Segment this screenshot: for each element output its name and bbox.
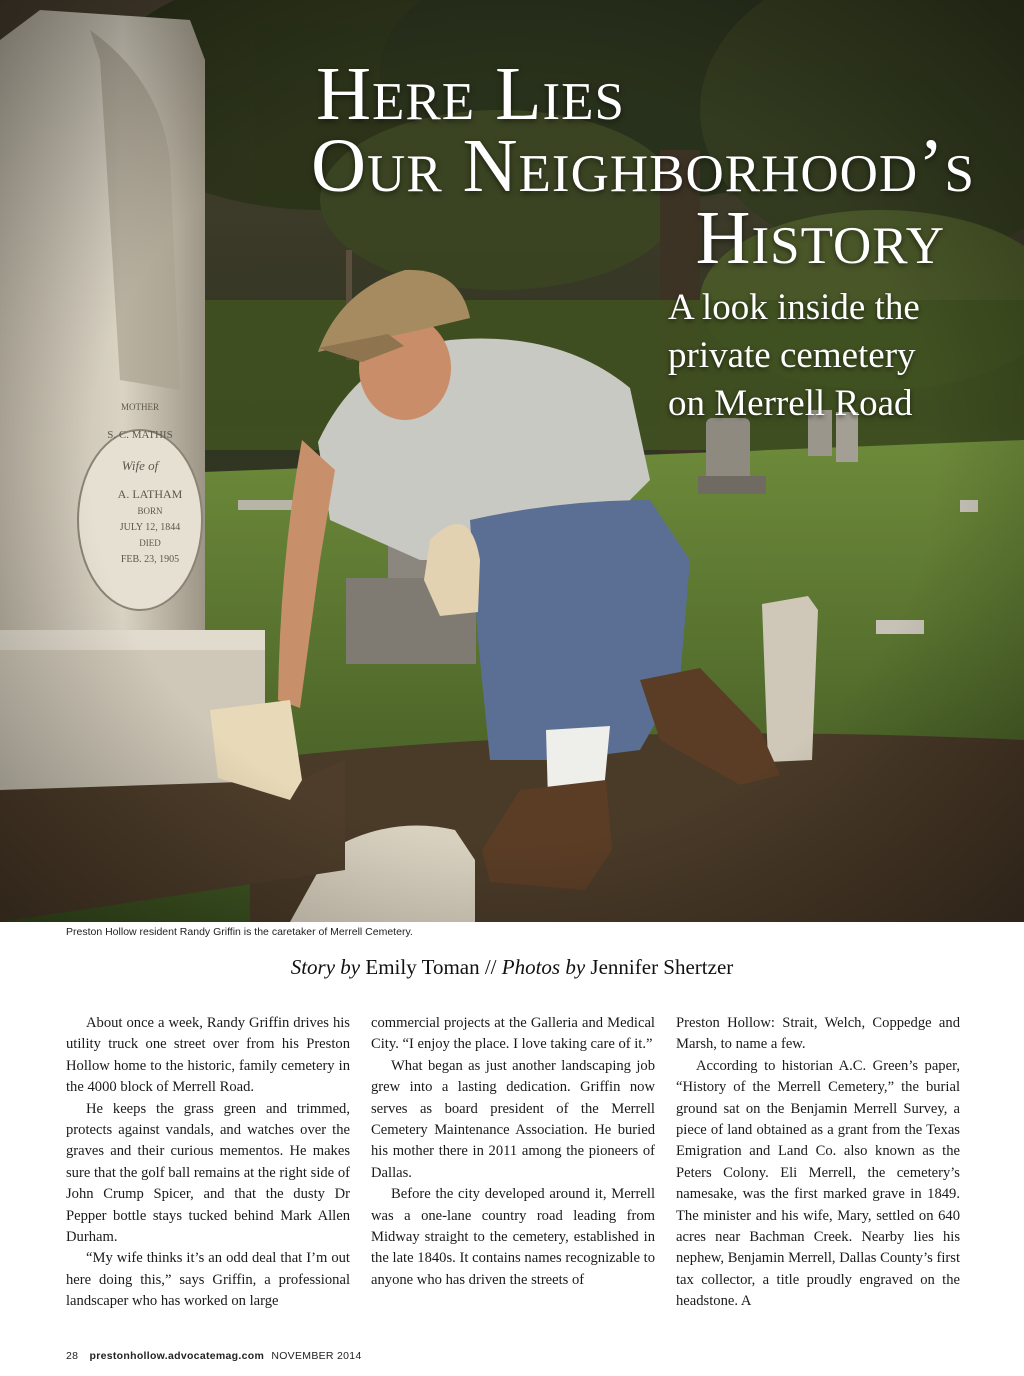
title-line: History bbox=[695, 196, 945, 280]
paragraph: About once a week, Randy Griffin drives his utility truck one street over from his Preston Hollow home to the historic, family cemetery in the 4000 block of Merrell Road. bbox=[66, 1015, 350, 1096]
website-url: prestonhollow.advocatemag.com bbox=[89, 1350, 265, 1362]
article-subtitle bbox=[668, 284, 998, 428]
title-line: Our Neighborhood’s bbox=[311, 124, 975, 208]
paragraph: Before the city developed around it, Merrell was a one-lane country road leading from Midway straight to the cemetery, established in the late 1840s. It contains names recognizable to anyone who has driven the streets of bbox=[371, 1186, 655, 1288]
photo-caption: Preston Hollow resident Randy Griffin is the caretaker of Merrell Cemetery. bbox=[66, 926, 413, 938]
paragraph: What began as just another landscaping job grew into a lasting dedication. Griffin now serves as board president of the Merrell Cemetery Maintenance Association. He buried his mother there in 2011 among the pioneers of Dallas. bbox=[371, 1057, 655, 1181]
subtitle-line: private cemetery bbox=[668, 335, 916, 376]
story-label: Story by bbox=[290, 955, 361, 979]
paragraph: “My wife thinks it’s an odd deal that I’m out here doing this,” says Griffin, a professional landscaper who has worked on large bbox=[66, 1250, 350, 1310]
photos-label: Photos by bbox=[501, 955, 586, 979]
subtitle-line: A look inside the bbox=[668, 287, 920, 328]
column-3 bbox=[676, 1013, 960, 1313]
byline-separator: // bbox=[484, 955, 497, 979]
byline bbox=[0, 955, 1024, 980]
paragraph: According to historian A.C. Green’s paper, “History of the Merrell Cemetery,” the burial ground sat on the Benjamin Merrell Survey, a piece of land obtained as a grant from the Texas Emigration and Land Co. also known as the Peters Colony. Eli Merrell, the cemetery’s namesake, was the first marked grave in 1849. The minister and his wife, Mary, settled on 640 acres near Bachman Creek. Nearby lies his nephew, Benjamin Merrell, Dallas County’s first tax collector, a title proudly engraved on the headstone. A bbox=[676, 1057, 960, 1310]
author-name: Emily Toman bbox=[365, 955, 480, 979]
page-footer bbox=[66, 1350, 362, 1362]
page-number: 28 bbox=[66, 1350, 79, 1362]
column-2 bbox=[371, 1013, 655, 1313]
paragraph: Preston Hollow: Strait, Welch, Coppedge and Marsh, to name a few. bbox=[676, 1015, 960, 1053]
photographer-name: Jennifer Shertzer bbox=[590, 955, 734, 979]
column-1 bbox=[66, 1013, 350, 1313]
article-body bbox=[66, 1013, 961, 1313]
article-title bbox=[215, 52, 1005, 280]
issue-date: NOVEMBER 2014 bbox=[271, 1350, 362, 1362]
paragraph: He keeps the grass green and trimmed, protects against vandals, and watches over the graves and their curious mementos. He makes sure that the golf ball remains at the right side of John Crump Spicer, and that the dusty Dr Pepper bottle stays tucked behind Mark Allen Durham. bbox=[66, 1100, 350, 1246]
title-line: Here Lies bbox=[316, 52, 625, 136]
paragraph: commercial projects at the Galleria and Medical City. “I enjoy the place. I love taking care of it.” bbox=[371, 1015, 655, 1053]
subtitle-line: on Merrell Road bbox=[668, 383, 913, 424]
